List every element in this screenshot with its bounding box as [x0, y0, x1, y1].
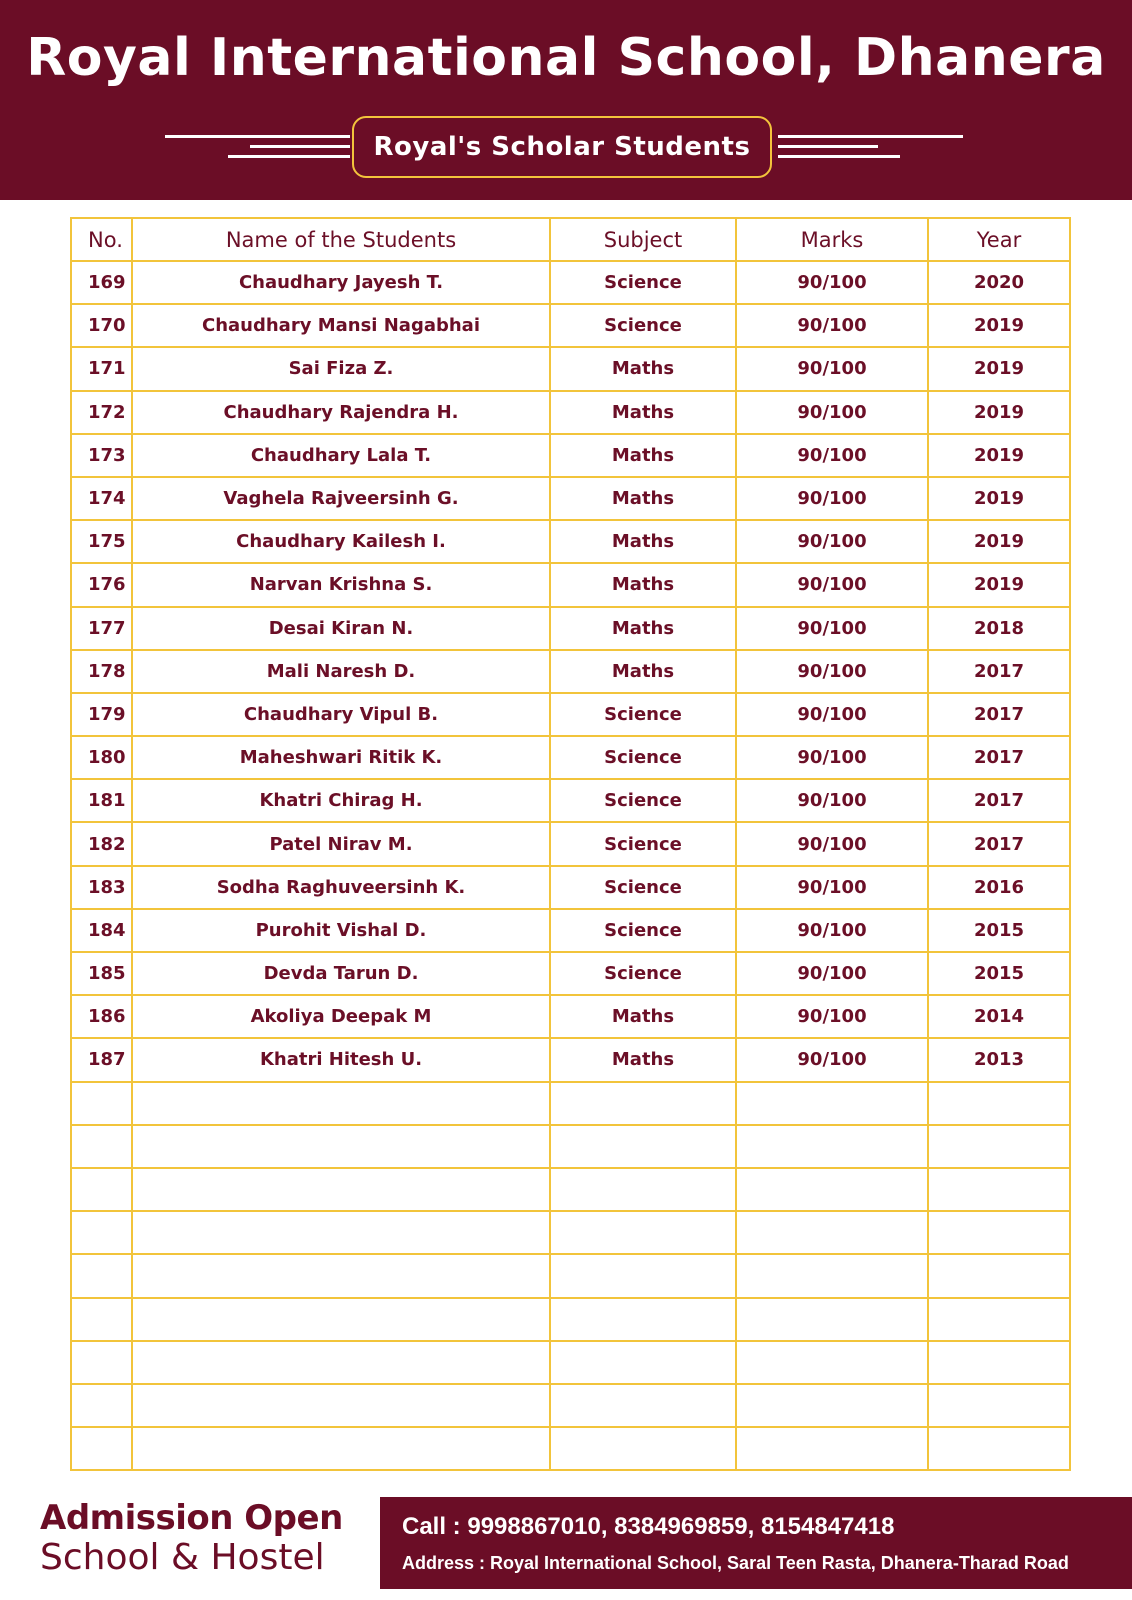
subtitle-badge: [352, 116, 772, 178]
table-row: [71, 1341, 1070, 1384]
cell-subject: Science: [550, 261, 736, 304]
cell-no: 171: [71, 347, 132, 390]
cell-marks: 90/100: [736, 347, 928, 390]
column-header-marks: Marks: [736, 218, 928, 261]
cell-no: 181: [71, 779, 132, 822]
table-row: [71, 1298, 1070, 1341]
cell-name: Desai Kiran N.: [132, 607, 550, 650]
cell-subject: Maths: [550, 391, 736, 434]
cell-no: 180: [71, 736, 132, 779]
table-row: [71, 563, 1070, 606]
scholar-table-container: [70, 217, 1069, 1471]
cell-no: 179: [71, 693, 132, 736]
cell-name: Akoliya Deepak M: [132, 995, 550, 1038]
decor-line: [778, 155, 900, 158]
table-row: [71, 1427, 1070, 1470]
cell-marks: 90/100: [736, 909, 928, 952]
column-header-no: No.: [71, 218, 132, 261]
cell-year: [928, 1082, 1070, 1125]
cell-subject: Maths: [550, 434, 736, 477]
cell-name: [132, 1298, 550, 1341]
cell-year: 2015: [928, 952, 1070, 995]
table-row: [71, 1384, 1070, 1427]
cell-year: 2017: [928, 693, 1070, 736]
table-row: [71, 347, 1070, 390]
cell-year: 2013: [928, 1038, 1070, 1081]
school-title: Royal International School, Dhanera: [26, 28, 1106, 88]
cell-no: 187: [71, 1038, 132, 1081]
cell-year: [928, 1341, 1070, 1384]
cell-subject: Maths: [550, 347, 736, 390]
cell-name: [132, 1211, 550, 1254]
cell-no: 184: [71, 909, 132, 952]
table-row: [71, 995, 1070, 1038]
cell-subject: Science: [550, 952, 736, 995]
cell-year: 2015: [928, 909, 1070, 952]
table-row: [71, 477, 1070, 520]
cell-year: [928, 1168, 1070, 1211]
cell-subject: Maths: [550, 607, 736, 650]
scholar-table: [70, 217, 1071, 1471]
cell-name: [132, 1341, 550, 1384]
decor-line: [165, 135, 350, 138]
cell-marks: [736, 1125, 928, 1168]
header-banner: [0, 0, 1132, 200]
cell-year: 2017: [928, 779, 1070, 822]
subtitle-text: Royal's Scholar Students: [373, 132, 751, 162]
cell-subject: Maths: [550, 1038, 736, 1081]
cell-year: 2017: [928, 650, 1070, 693]
cell-marks: 90/100: [736, 736, 928, 779]
cell-name: Mali Naresh D.: [132, 650, 550, 693]
cell-name: Chaudhary Kailesh I.: [132, 520, 550, 563]
cell-marks: [736, 1341, 928, 1384]
cell-marks: 90/100: [736, 1038, 928, 1081]
table-row: [71, 1082, 1070, 1125]
cell-no: [71, 1211, 132, 1254]
cell-subject: Maths: [550, 650, 736, 693]
decor-line: [778, 145, 878, 148]
cell-subject: Science: [550, 866, 736, 909]
cell-marks: [736, 1168, 928, 1211]
cell-name: Sodha Raghuveersinh K.: [132, 866, 550, 909]
cell-year: 2019: [928, 477, 1070, 520]
cell-subject: [550, 1341, 736, 1384]
cell-name: Chaudhary Vipul B.: [132, 693, 550, 736]
cell-subject: [550, 1254, 736, 1297]
admission-heading: Admission Open: [40, 1498, 343, 1538]
table-row: [71, 866, 1070, 909]
cell-no: 176: [71, 563, 132, 606]
cell-name: Maheshwari Ritik K.: [132, 736, 550, 779]
cell-year: 2018: [928, 607, 1070, 650]
cell-marks: 90/100: [736, 952, 928, 995]
cell-name: [132, 1168, 550, 1211]
cell-year: 2019: [928, 434, 1070, 477]
table-row: [71, 1038, 1070, 1081]
cell-marks: 90/100: [736, 822, 928, 865]
cell-name: Chaudhary Lala T.: [132, 434, 550, 477]
cell-no: 174: [71, 477, 132, 520]
cell-marks: 90/100: [736, 563, 928, 606]
cell-marks: [736, 1211, 928, 1254]
cell-subject: [550, 1125, 736, 1168]
cell-no: 177: [71, 607, 132, 650]
contact-phone: Call : 9998867010, 8384969859, 8154847418: [402, 1513, 895, 1540]
cell-subject: Maths: [550, 995, 736, 1038]
contact-bar: [380, 1497, 1132, 1589]
cell-year: 2017: [928, 736, 1070, 779]
table-header-row: [71, 218, 1070, 261]
cell-marks: 90/100: [736, 693, 928, 736]
cell-year: [928, 1254, 1070, 1297]
cell-no: [71, 1384, 132, 1427]
cell-marks: 90/100: [736, 607, 928, 650]
table-row: [71, 1254, 1070, 1297]
cell-marks: 90/100: [736, 650, 928, 693]
cell-marks: [736, 1254, 928, 1297]
cell-year: 2019: [928, 347, 1070, 390]
cell-year: [928, 1211, 1070, 1254]
table-row: [71, 607, 1070, 650]
table-row: [71, 434, 1070, 477]
cell-year: 2014: [928, 995, 1070, 1038]
table-row: [71, 1125, 1070, 1168]
cell-marks: [736, 1384, 928, 1427]
cell-name: Vaghela Rajveersinh G.: [132, 477, 550, 520]
cell-year: 2019: [928, 304, 1070, 347]
cell-name: Purohit Vishal D.: [132, 909, 550, 952]
cell-subject: [550, 1211, 736, 1254]
cell-name: Patel Nirav M.: [132, 822, 550, 865]
cell-subject: [550, 1082, 736, 1125]
cell-no: [71, 1125, 132, 1168]
cell-marks: 90/100: [736, 995, 928, 1038]
table-row: [71, 650, 1070, 693]
table-row: [71, 909, 1070, 952]
cell-subject: [550, 1298, 736, 1341]
column-header-subject: Subject: [550, 218, 736, 261]
cell-name: Sai Fiza Z.: [132, 347, 550, 390]
cell-no: 186: [71, 995, 132, 1038]
decor-line: [250, 145, 350, 148]
cell-name: [132, 1082, 550, 1125]
cell-subject: Maths: [550, 477, 736, 520]
decor-line: [228, 155, 350, 158]
contact-address: Address : Royal International School, Saral Teen Rasta, Dhanera-Tharad Road: [402, 1553, 1069, 1573]
cell-no: 170: [71, 304, 132, 347]
cell-marks: 90/100: [736, 477, 928, 520]
cell-subject: Science: [550, 909, 736, 952]
table-row: [71, 261, 1070, 304]
admission-block: [40, 1498, 380, 1578]
cell-name: Chaudhary Mansi Nagabhai: [132, 304, 550, 347]
cell-name: [132, 1125, 550, 1168]
cell-no: [71, 1298, 132, 1341]
table-row: [71, 1211, 1070, 1254]
decor-line: [778, 135, 963, 138]
cell-no: [71, 1168, 132, 1211]
cell-no: 182: [71, 822, 132, 865]
cell-year: 2020: [928, 261, 1070, 304]
table-row: [71, 736, 1070, 779]
cell-marks: [736, 1298, 928, 1341]
table-body: [71, 261, 1070, 1470]
table-row: [71, 391, 1070, 434]
cell-marks: [736, 1427, 928, 1470]
cell-year: [928, 1125, 1070, 1168]
cell-no: 175: [71, 520, 132, 563]
column-header-name: Name of the Students: [132, 218, 550, 261]
cell-year: [928, 1384, 1070, 1427]
table-row: [71, 952, 1070, 995]
cell-year: [928, 1427, 1070, 1470]
cell-name: [132, 1427, 550, 1470]
cell-subject: Science: [550, 822, 736, 865]
cell-subject: [550, 1427, 736, 1470]
cell-marks: 90/100: [736, 866, 928, 909]
cell-year: 2019: [928, 563, 1070, 606]
cell-subject: Science: [550, 779, 736, 822]
cell-name: [132, 1254, 550, 1297]
cell-year: 2019: [928, 520, 1070, 563]
cell-subject: Science: [550, 736, 736, 779]
cell-no: [71, 1254, 132, 1297]
cell-name: Narvan Krishna S.: [132, 563, 550, 606]
cell-subject: [550, 1384, 736, 1427]
cell-marks: [736, 1082, 928, 1125]
cell-marks: 90/100: [736, 304, 928, 347]
table-row: [71, 304, 1070, 347]
column-header-year: Year: [928, 218, 1070, 261]
cell-no: 185: [71, 952, 132, 995]
cell-subject: Science: [550, 304, 736, 347]
table-row: [71, 779, 1070, 822]
cell-year: 2019: [928, 391, 1070, 434]
cell-marks: 90/100: [736, 779, 928, 822]
cell-year: 2016: [928, 866, 1070, 909]
cell-subject: Science: [550, 693, 736, 736]
cell-year: [928, 1298, 1070, 1341]
cell-name: Chaudhary Rajendra H.: [132, 391, 550, 434]
cell-subject: [550, 1168, 736, 1211]
cell-no: [71, 1082, 132, 1125]
cell-name: Devda Tarun D.: [132, 952, 550, 995]
cell-name: Chaudhary Jayesh T.: [132, 261, 550, 304]
admission-subheading: School & Hostel: [40, 1537, 325, 1578]
cell-no: 173: [71, 434, 132, 477]
table-row: [71, 822, 1070, 865]
cell-name: Khatri Chirag H.: [132, 779, 550, 822]
cell-no: [71, 1341, 132, 1384]
table-row: [71, 520, 1070, 563]
cell-subject: Maths: [550, 563, 736, 606]
cell-no: 169: [71, 261, 132, 304]
cell-no: [71, 1427, 132, 1470]
table-row: [71, 1168, 1070, 1211]
cell-no: 178: [71, 650, 132, 693]
cell-year: 2017: [928, 822, 1070, 865]
cell-marks: 90/100: [736, 261, 928, 304]
cell-no: 172: [71, 391, 132, 434]
cell-name: Khatri Hitesh U.: [132, 1038, 550, 1081]
cell-name: [132, 1384, 550, 1427]
cell-marks: 90/100: [736, 520, 928, 563]
cell-marks: 90/100: [736, 434, 928, 477]
cell-no: 183: [71, 866, 132, 909]
table-row: [71, 693, 1070, 736]
cell-subject: Maths: [550, 520, 736, 563]
cell-marks: 90/100: [736, 391, 928, 434]
